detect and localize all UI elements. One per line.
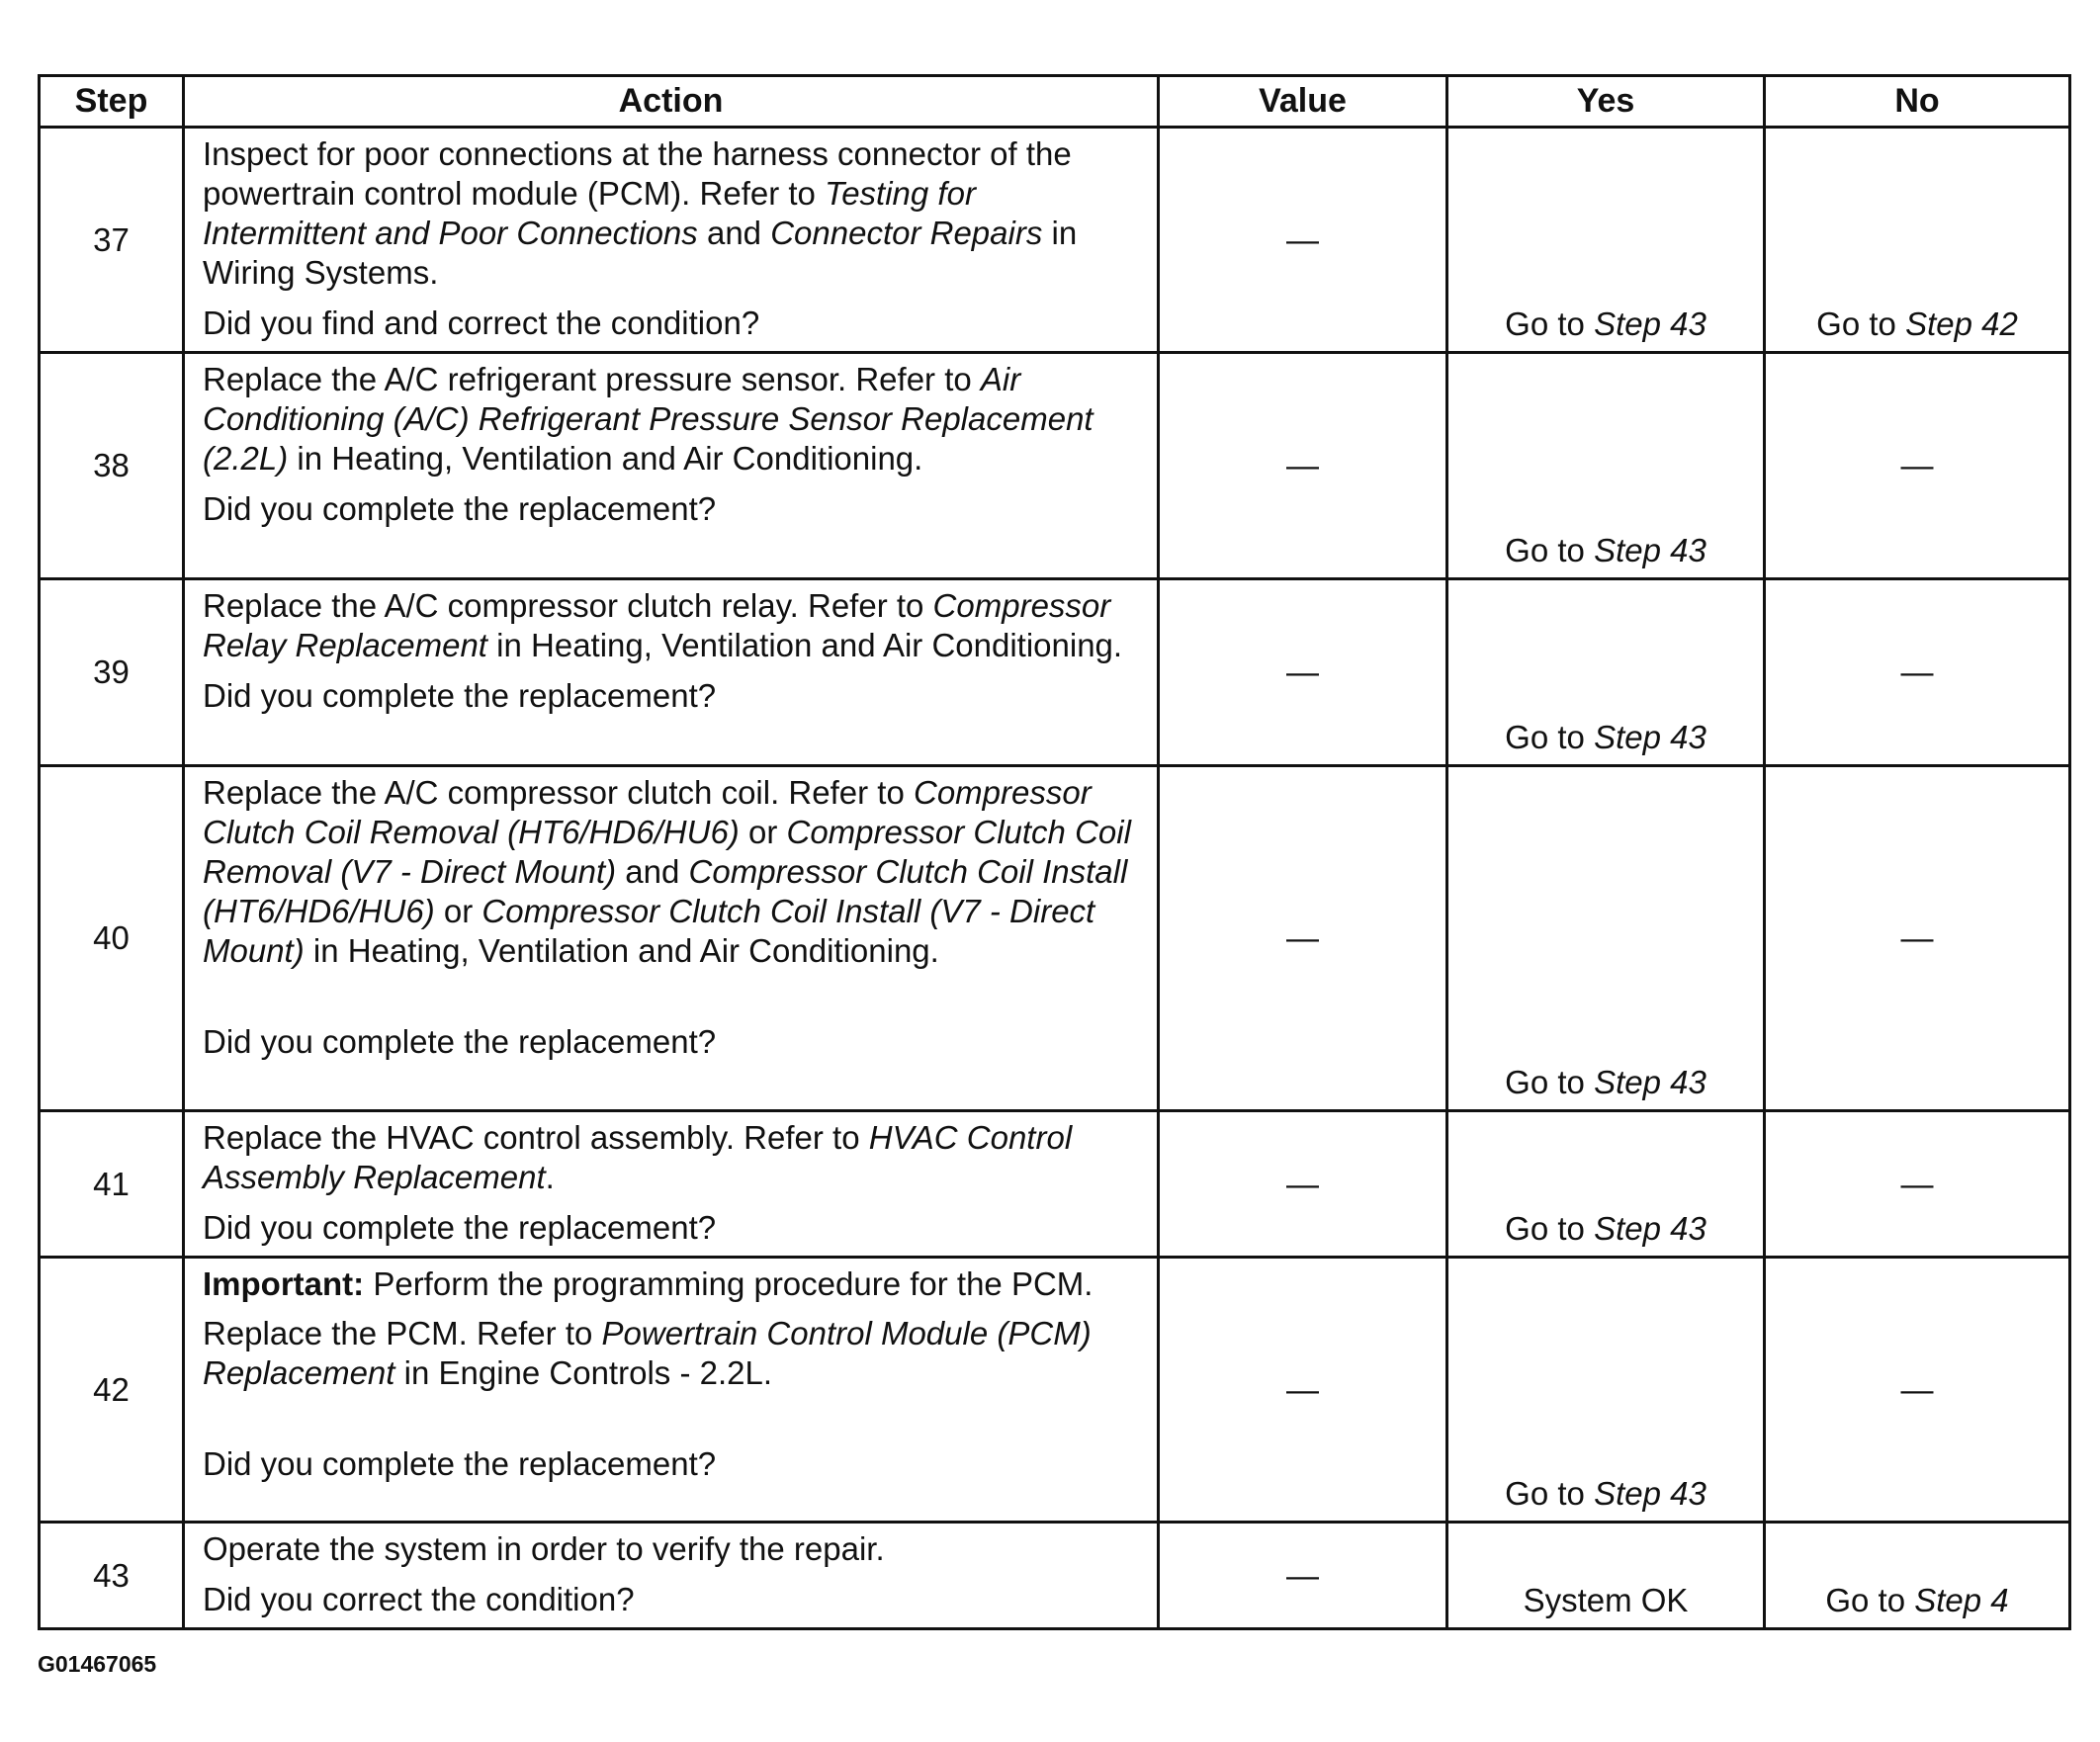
step-number: 39 [40,579,184,766]
action-text-part: Inspect for poor connections at the harness connector of the powertrain control module (PCM). Refer to [203,135,1072,212]
action-text-part: in Heating, Ventilation and Air Conditioning. [304,932,939,969]
value-header: Value [1159,76,1447,128]
yes-go-to-prefix: Go to [1505,1064,1595,1100]
reference-title: Compressor Clutch Coil Removal (V7 - Direct Mount) [203,814,1131,890]
reference-title: HVAC Control Assembly Replacement [203,1119,1073,1195]
action-text-part: Operate the system in order to verify the repair. [203,1530,885,1567]
action-text [203,1314,1139,1393]
action-text-part: and [697,215,771,251]
action-text-part: Replace the A/C compressor clutch coil. Refer to [203,774,914,811]
yes-go-to-prefix: Go to [1505,719,1595,755]
value-cell: — [1159,353,1447,579]
yes-go-to-step-link: Step 43 [1594,1475,1706,1512]
action-cell [184,1258,1159,1523]
yes-cell [1447,766,1765,1111]
no-cell: — [1765,1258,2070,1523]
action-text-part: in Heating, Ventilation and Air Conditioning. [486,627,1123,663]
table-row [40,353,2070,579]
yes-go-to-prefix: Go to [1505,1210,1595,1247]
no-cell [1765,1523,2070,1629]
yes-go-to-step-link: Step 43 [1594,1210,1706,1247]
reference-title: Powertrain Control Module (PCM) Replacement [203,1315,1092,1391]
header-row [40,76,2070,128]
action-text-part: or [739,814,787,850]
yes-go-to-step-link: Step 43 [1594,532,1706,568]
question-text: Did you complete the replacement? [203,677,717,714]
yes-cell [1447,1111,1765,1258]
important-label: Important: [203,1265,365,1302]
action-text-part: Replace the PCM. Refer to [203,1315,602,1351]
no-go-to-step-link: Step 4 [1914,1582,2009,1618]
no-cell: — [1765,1111,2070,1258]
action-cell [184,128,1159,353]
action-text-part: in Engine Controls - 2.2L. [394,1354,772,1391]
question-text: Did you complete the replacement? [203,1023,717,1060]
action-text [203,134,1139,293]
yes-cell [1447,353,1765,579]
yes-go-to-step-link: Step 43 [1594,719,1706,755]
action-text [203,1118,1139,1197]
step-number: 43 [40,1523,184,1629]
action-text [203,773,1139,971]
action-text-part: and [616,853,689,890]
yes-go-to-prefix: Go to [1505,1475,1595,1512]
diagnostic-table-container [38,74,2068,1630]
yes-go-to-prefix: Go to [1505,532,1595,568]
reference-title: Testing for Intermittent and Poor Connections [203,175,976,251]
action-cell [184,1523,1159,1629]
step-number: 41 [40,1111,184,1258]
important-text: Perform the programming procedure for the PCM. [364,1265,1094,1302]
no-cell [1765,128,2070,353]
question-text: Did you complete the replacement? [203,1209,717,1246]
action-text-part: Replace the A/C refrigerant pressure sensor. Refer to [203,361,981,397]
no-cell: — [1765,766,2070,1111]
reference-title: Compressor Clutch Coil Install (V7 - Direct Mount) [203,893,1095,969]
step-number: 40 [40,766,184,1111]
table-row [40,766,2070,1111]
action-header: Action [184,76,1159,128]
value-cell: — [1159,128,1447,353]
reference-title: Compressor Clutch Coil Install (HT6/HD6/HU6) [203,853,1128,929]
yes-cell [1447,1258,1765,1523]
yes-cell [1447,128,1765,353]
value-cell: — [1159,579,1447,766]
action-text-part: in Heating, Ventilation and Air Conditioning. [288,440,923,477]
question-text: Did you find and correct the condition? [203,305,760,341]
reference-title: Air Conditioning (A/C) Refrigerant Pressure Sensor Replacement (2.2L) [203,361,1094,477]
reference-title: Compressor Relay Replacement [203,587,1111,663]
step-number: 42 [40,1258,184,1523]
action-text-part: in Wiring Systems. [203,215,1078,291]
yes-go-to-step-link: Step 43 [1594,305,1706,342]
question-text: Did you complete the replacement? [203,1445,717,1482]
question-text: Did you correct the condition? [203,1581,635,1617]
action-cell [184,766,1159,1111]
step-header: Step [40,76,184,128]
question-text: Did you complete the replacement? [203,490,717,527]
reference-title: Connector Repairs [770,215,1043,251]
yes-cell: System OK [1447,1523,1765,1629]
yes-cell [1447,579,1765,766]
no-cell: — [1765,579,2070,766]
action-text-part: Replace the A/C compressor clutch relay. Refer to [203,587,933,624]
document-id: G01467065 [38,1651,157,1677]
important-note [203,1264,1139,1304]
reference-title: Compressor Clutch Coil Removal (HT6/HD6/HU6) [203,774,1092,850]
action-text [203,1529,1139,1569]
step-number: 37 [40,128,184,353]
action-text [203,586,1139,665]
action-cell [184,1111,1159,1258]
table-row [40,579,2070,766]
no-cell: — [1765,353,2070,579]
value-cell: — [1159,1258,1447,1523]
no-go-to-prefix: Go to [1816,305,1906,342]
action-text [203,360,1139,479]
action-cell [184,579,1159,766]
table-row [40,1258,2070,1523]
no-go-to-step-link: Step 42 [1905,305,2018,342]
diagnostic-table [38,74,2071,1630]
yes-go-to-prefix: Go to [1505,305,1595,342]
action-text-part: Replace the HVAC control assembly. Refer to [203,1119,869,1156]
yes-header: Yes [1447,76,1765,128]
yes-go-to-step-link: Step 43 [1594,1064,1706,1100]
value-cell: — [1159,1111,1447,1258]
no-header: No [1765,76,2070,128]
action-cell [184,353,1159,579]
action-text-part: . [545,1159,555,1195]
table-row [40,1523,2070,1629]
action-text-part: or [434,893,482,929]
no-go-to-prefix: Go to [1825,1582,1915,1618]
value-cell: — [1159,766,1447,1111]
table-row [40,128,2070,353]
step-number: 38 [40,353,184,579]
value-cell: — [1159,1523,1447,1629]
table-row [40,1111,2070,1258]
